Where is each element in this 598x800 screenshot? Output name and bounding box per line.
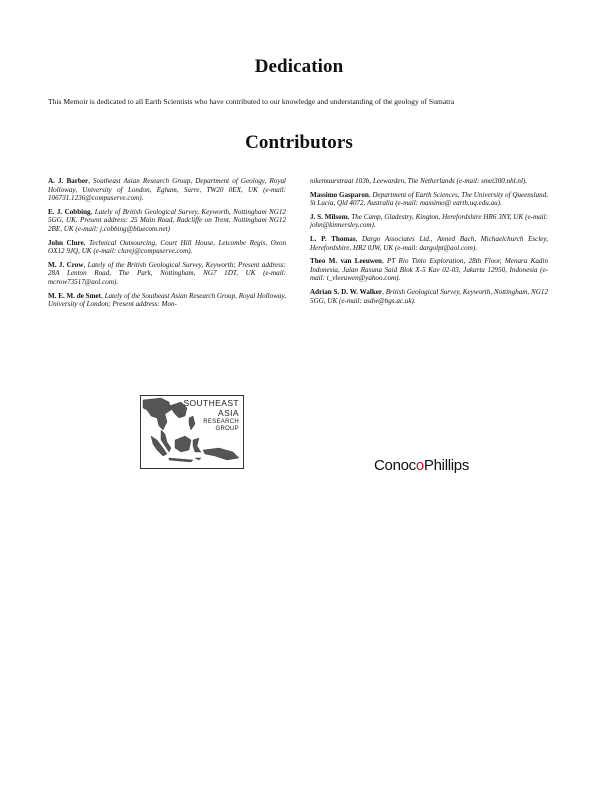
conoco-logo-text: Conoc xyxy=(374,457,416,474)
phillips-logo-text: Phillips xyxy=(423,457,470,474)
southeast-asia-research-group-logo xyxy=(140,395,244,469)
logo-text-southeast: SOUTHEAST xyxy=(183,398,239,408)
contributor-name: Adrian S. D. W. Walker xyxy=(310,287,383,296)
contributor-entry xyxy=(310,213,548,230)
contributor-details: , British Geological Survey, Keyworth, Nottingham, NG12 5GG, UK (e-mail: asdw@bgs.ac.uk). xyxy=(310,287,548,305)
contributor-name: E. J. Cobbing xyxy=(48,207,91,216)
contributor-details: , Southeast Asian Research Group, Department of Geology, Royal Holloway, University of London, Egham, Surre, TW20 0EX, UK (e-mail: 106731.1236@compuserve.com). xyxy=(48,177,286,203)
contributor-details: , Lately of British Geological Survey, Keyworth, Nottingham NG12 5GG, UK. Present address: 25 Main Road, Radcliffe on Trent, Nottingham NG12 2BE, UK (e-mail: j.cobbing@bluecom.net) xyxy=(48,207,286,233)
conocophillips-logo xyxy=(374,457,469,474)
contributor-details: , Lately of the British Geological Survey, Keyworth; Present address: 28A Lenton Road, The Park, Nottingham, NG7 1DT, UK (e-mail: mcrow73517@aol.com). xyxy=(48,260,286,286)
contributor-name: M. J. Crow xyxy=(48,260,84,269)
contributor-details: , Lately of the Southeast Asian Research Group, Royal Holloway, University of London; Present address: Mon- xyxy=(48,291,286,309)
contributor-name: Massimo Gasparon xyxy=(310,190,369,199)
contributor-entry xyxy=(48,261,286,287)
contributor-name: L. P. Thomas xyxy=(310,234,356,243)
contributor-entry xyxy=(310,191,548,208)
contributor-entry xyxy=(310,288,548,305)
contributor-details: , Dargo Associates Ltd., Anned Bach, Michaelchurch Escley, Herefordshire, HR2 0JW, UK (e-mail: dargolpt@aol.com). xyxy=(310,234,548,252)
contributor-details: , The Camp, Gladestry, Kington, Herefordshire HR6 3NY, UK (e-mail: john@kinnersley.com). xyxy=(310,212,548,230)
contributor-entry xyxy=(310,235,548,252)
contributor-name: J. S. Milsom xyxy=(310,212,348,221)
contributor-name: Theo M. van Leeuwen xyxy=(310,257,382,266)
contributor-entry xyxy=(48,177,286,203)
contributor-entry xyxy=(48,292,286,309)
logo-text-research: RESEARCH xyxy=(203,419,239,425)
contributor-entry xyxy=(48,239,286,256)
contributor-entry xyxy=(48,208,286,234)
contributors-right-column xyxy=(310,177,548,310)
contributors-heading: Contributors xyxy=(245,132,353,153)
contributor-name: A. J. Barber xyxy=(48,177,89,185)
dedication-heading: Dedication xyxy=(254,56,344,77)
contributor-details: , Technical Outsourcing, Court Hill House, Letcombe Regis, Oxon OX12 9JQ, UK (e-mail: clurej@compuserve.com). xyxy=(48,238,287,256)
contributor-details: , PT Rio Tinto Exploration, 28th Floor, Menara Kadin Indonesia, Jalan Rasuna Said Blok X-5 Kav 02-03, Jakarta 12950, Indonesia (e-mail: t_vleeuwen@yahoo.com). xyxy=(310,257,548,283)
logo-text-asia: ASIA xyxy=(218,408,239,418)
conoco-logo-red-o: o xyxy=(415,457,424,474)
contributor-name: John Clure xyxy=(48,238,84,247)
contributor-entry xyxy=(310,257,548,283)
contributor-name: M. E. M. de Smet xyxy=(48,291,102,300)
logo-text-group: GROUP xyxy=(215,426,239,432)
contributors-left-column xyxy=(48,177,286,314)
contributor-details: , Department of Earth Sciences, The University of Queensland, St Lucia, Qld 4072, Australia (e-mail: massimo@ earth.uq.edu.au). xyxy=(310,190,548,208)
dedication-text: This Memoir is dedicated to all Earth Scientists who have contributed to our knowledge and understanding of the geology of Sumatra xyxy=(48,97,455,106)
contributor-continuation: nikemuurstraat 103b, Leewarden, The Netherlands (e-mail: smet300.nhl.nl). xyxy=(310,177,528,185)
